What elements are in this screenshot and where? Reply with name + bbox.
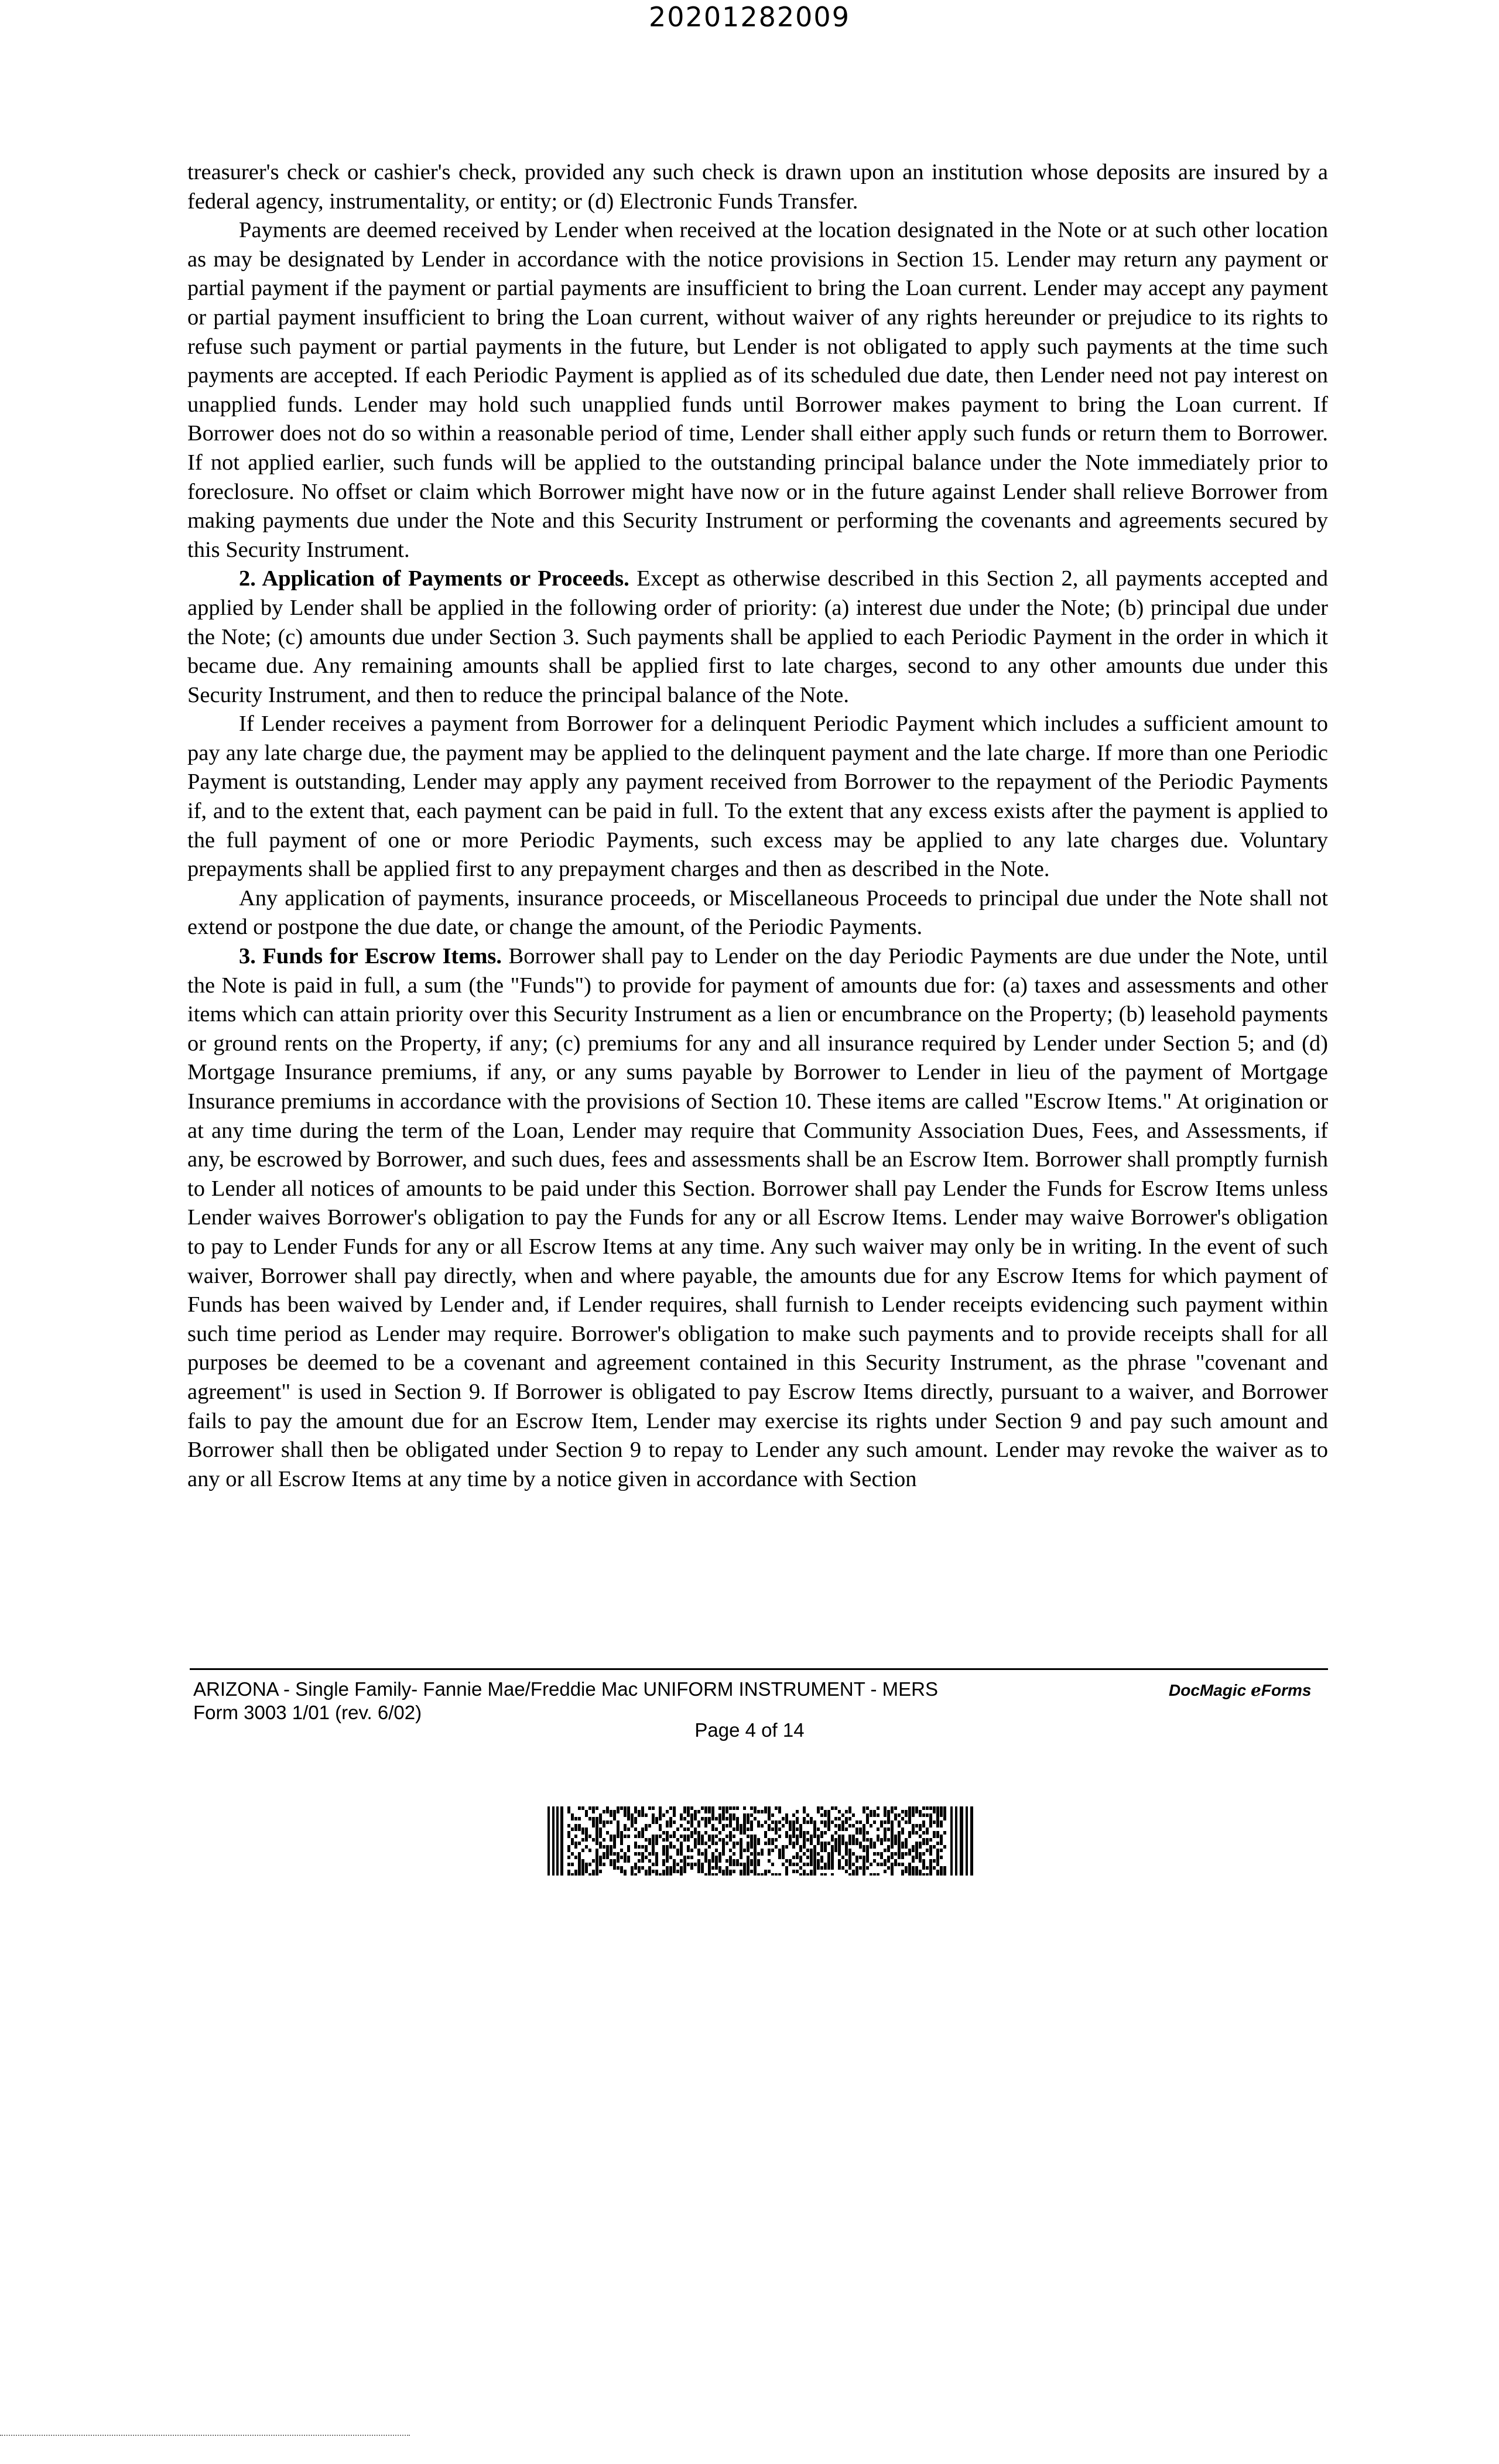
paragraph-payments-received [187,216,1328,564]
form-title: ARIZONA - Single Family- Fannie Mae/Freddie Mac UNIFORM INSTRUMENT - MERS [193,1678,938,1700]
paragraph-text: If Lender receives a payment from Borrower for a delinquent Periodic Payment which includes a sufficient amount to pay any late charge due, the payment may be applied to the delinquent payment and the late charge. If more than one Periodic Payment is outstanding, Lender may apply any payment received from Borrower to the repayment of the Periodic Payments if, and to the extent that, each payment can be paid in full. To the extent that any excess exists after the payment is applied to the full payment of one or more Periodic Payments, such excess may be applied to any late charges due. Voluntary prepayments shall be applied first to any prepayment charges and then as described in the Note. [187,711,1328,882]
section-2-heading: 2. Application of Payments or Proceeds. [239,566,629,591]
paragraph-application-of-payments [187,884,1328,942]
document-body [187,158,1328,1494]
brand-suffix: Forms [1261,1681,1312,1699]
docmagic-logo [1169,1681,1311,1700]
brand-name: DocMagic [1169,1681,1247,1699]
paragraph-text: Borrower shall pay to Lender on the day Periodic Payments are due under the Note, until the Note is paid in full, a sum (the "Funds") to provide for payment of amounts due for: (a) taxes and assessments and other items which can attain priority over this Security Instrument as a lien or encumbrance on the Property; (b) leasehold payments or ground rents on the Property, if any; (c) premiums for any and all insurance required by Lender under Section 5; and (d) Mortgage Insurance premiums, if any, or any sums payable by Borrower to Lender in lieu of the payment of Mortgage Insurance premiums in accordance with the provisions of Section 10. These items are called "Escrow Items." At origination or at any time during the term of the Loan, Lender may require that Community Association Dues, Fees, and Assessments, if any, be escrowed by Borrower, and such dues, fees and assessments shall be an Escrow Item. Borrower shall promptly furnish to Lender all notices of amounts to be paid under this Section. Borrower shall pay Lender the Funds for Escrow Items unless Lender waives Borrower's obligation to pay the Funds for any or all Escrow Items. Lender may waive Borrower's obligation to pay to Lender Funds for any or all Escrow Items at any time. Any such waiver may only be in writing. In the event of such waiver, Borrower shall pay directly, when and where payable, the amounts due for any Escrow Items for which payment of Funds has been waived by Lender and, if Lender requires, shall furnish to Lender receipts evidencing such payment within such time period as Lender may require. Borrower's obligation to make such payments and to provide receipts shall for all purposes be deemed to be a covenant and agreement contained in this Security Instrument, as the phrase "covenant and agreement" is used in Section 9. If Borrower is obligated to pay Escrow Items directly, pursuant to a waiver, and Borrower fails to pay the amount due for an Escrow Item, Lender may exercise its rights under Section 9 and pay such amount and Borrower shall then be obligated under Section 9 to repay to Lender any such amount. Lender may revoke the waiver as to any or all Escrow Items at any time by a notice given in accordance with Section [187,944,1328,1491]
paragraph-payment-methods [187,158,1328,216]
paragraph-text: Any application of payments, insurance proceeds, or Miscellaneous Proceeds to principal due under the Note shall not extend or postpone the due date, or change the amount, of the Periodic Payments. [187,885,1328,940]
paragraph-delinquent-payment [187,710,1328,884]
scan-artifact-line [0,2435,410,2437]
footer-divider [190,1668,1328,1670]
paragraph-text: Payments are deemed received by Lender when received at the location designated in the Note or at such other location as may be designated by Lender in accordance with the notice provisions in Section 15. Lender may return any payment or partial payment if the payment or partial payments are insufficient to bring the Loan current. Lender may accept any payment or partial payment insufficient to bring the Loan current, without waiver of any rights hereunder or prejudice to its rights to refuse such payment or partial payments in the future, but Lender is not obligated to apply such payments at the time such payments are accepted. If each Periodic Payment is applied as of its scheduled due date, then Lender need not pay interest on unapplied funds. Lender may hold such unapplied funds until Borrower makes payment to bring the Loan current. If Borrower does not do so within a reasonable period of time, Lender shall either apply such funds or return them to Borrower. If not applied earlier, such funds will be applied to the outstanding principal balance under the Note immediately prior to foreclosure. No offset or claim which Borrower might have now or in the future against Lender shall relieve Borrower from making payments due under the Note and this Security Instrument or performing the covenants and agreements secured by this Security Instrument. [187,218,1328,562]
page-number: Page 4 of 14 [694,1719,805,1741]
section-2-paragraph [187,564,1328,710]
recording-number: 20201282009 [649,1,850,33]
paragraph-text: Except as otherwise described in this Section 2, all payments accepted and applied by Lender shall be applied in the following order of priority: (a) interest due under the Note; (b) principal due under the Note; (c) amounts due under Section 3. Such payments shall be applied to each Periodic Payment in the order in which it became due. Any remaining amounts shall be applied first to late charges, second to any other amounts due under this Security Instrument, and then to reduce the principal balance of the Note. [187,566,1328,707]
section-3-heading: 3. Funds for Escrow Items. [239,944,502,969]
paragraph-text: treasurer's check or cashier's check, provided any such check is drawn upon an institution whose deposits are insured by a federal agency, instrumentality, or entity; or (d) Electronic Funds Transfer. [187,160,1328,214]
brand-e-glyph: e [1251,1681,1261,1700]
section-3-paragraph [187,942,1328,1494]
barcode-image [547,1806,975,1876]
form-number: Form 3003 1/01 (rev. 6/02) [193,1702,422,1723]
